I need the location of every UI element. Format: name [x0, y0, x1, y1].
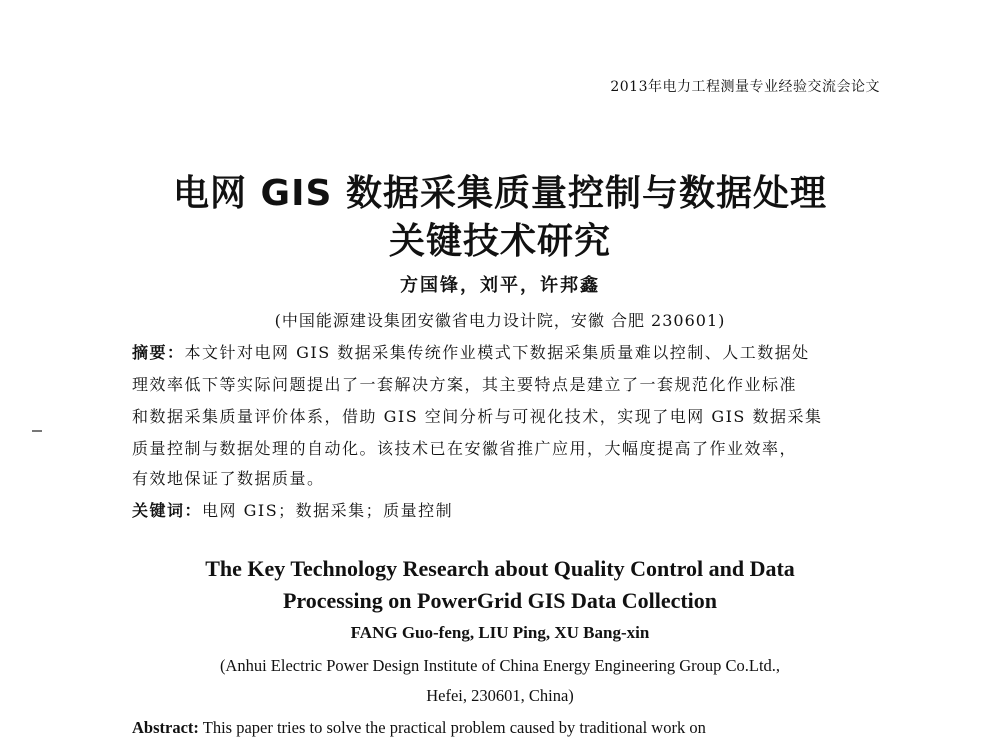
keywords-cn-text: 电网 GIS；数据采集；质量控制: [202, 501, 454, 520]
title-cn-line2: 关键技术研究: [388, 221, 611, 262]
affiliation-cn: (中国能源建设集团安徽省电力设计院，安徽 合肥 230601): [274, 311, 726, 330]
affiliation-en-line1: (Anhui Electric Power Design Institute of China Energy Engineering Group Co.Ltd.,: [219, 656, 781, 675]
abstract-en-label: Abstract:: [132, 718, 199, 737]
title-en-line2: Processing on PowerGrid GIS Data Collection: [282, 588, 718, 613]
title-cn-line1: 电网 GIS 数据采集质量控制与数据处理: [173, 173, 827, 214]
abstract-cn-text: 本文针对电网 GIS 数据采集传统作业模式下数据采集质量难以控制、人工数据处: [184, 343, 810, 362]
abstract-cn-label: 摘要：: [132, 343, 185, 362]
authors-cn: 方国锋，刘平，许邦鑫: [400, 275, 600, 296]
abstract-cn-line: 质量控制与数据处理的自动化。该技术已在安徽省推广应用，大幅度提高了作业效率，: [132, 439, 798, 458]
abstract-cn-line: 和数据采集质量评价体系，借助 GIS 空间分析与可视化技术，实现了电网 GIS 数据采集: [132, 407, 823, 426]
keywords-cn: [132, 498, 882, 521]
abstract-cn-line: 理效率低下等实际问题提出了一套解决方案，其主要特点是建立了一套规范化作业标准: [132, 375, 798, 394]
affiliation-en-line2: Hefei, 230601, China): [426, 686, 574, 705]
scan-artifact: [32, 430, 42, 432]
abstract-en-text: This paper tries to solve the practical problem caused by traditional work on: [202, 718, 706, 737]
abstract-en-line: [132, 718, 892, 738]
abstract-cn-line: [132, 340, 882, 363]
authors-en: FANG Guo-feng, LIU Ping, XU Bang-xin: [350, 623, 650, 642]
keywords-cn-label: 关键词：: [132, 501, 203, 520]
abstract-cn-line: 有效地保证了数据质量。: [132, 469, 325, 488]
title-en-line1: The Key Technology Research about Quality Control and Data: [205, 556, 795, 581]
running-header: 2013年电力工程测量专业经验交流会论文: [610, 79, 880, 95]
